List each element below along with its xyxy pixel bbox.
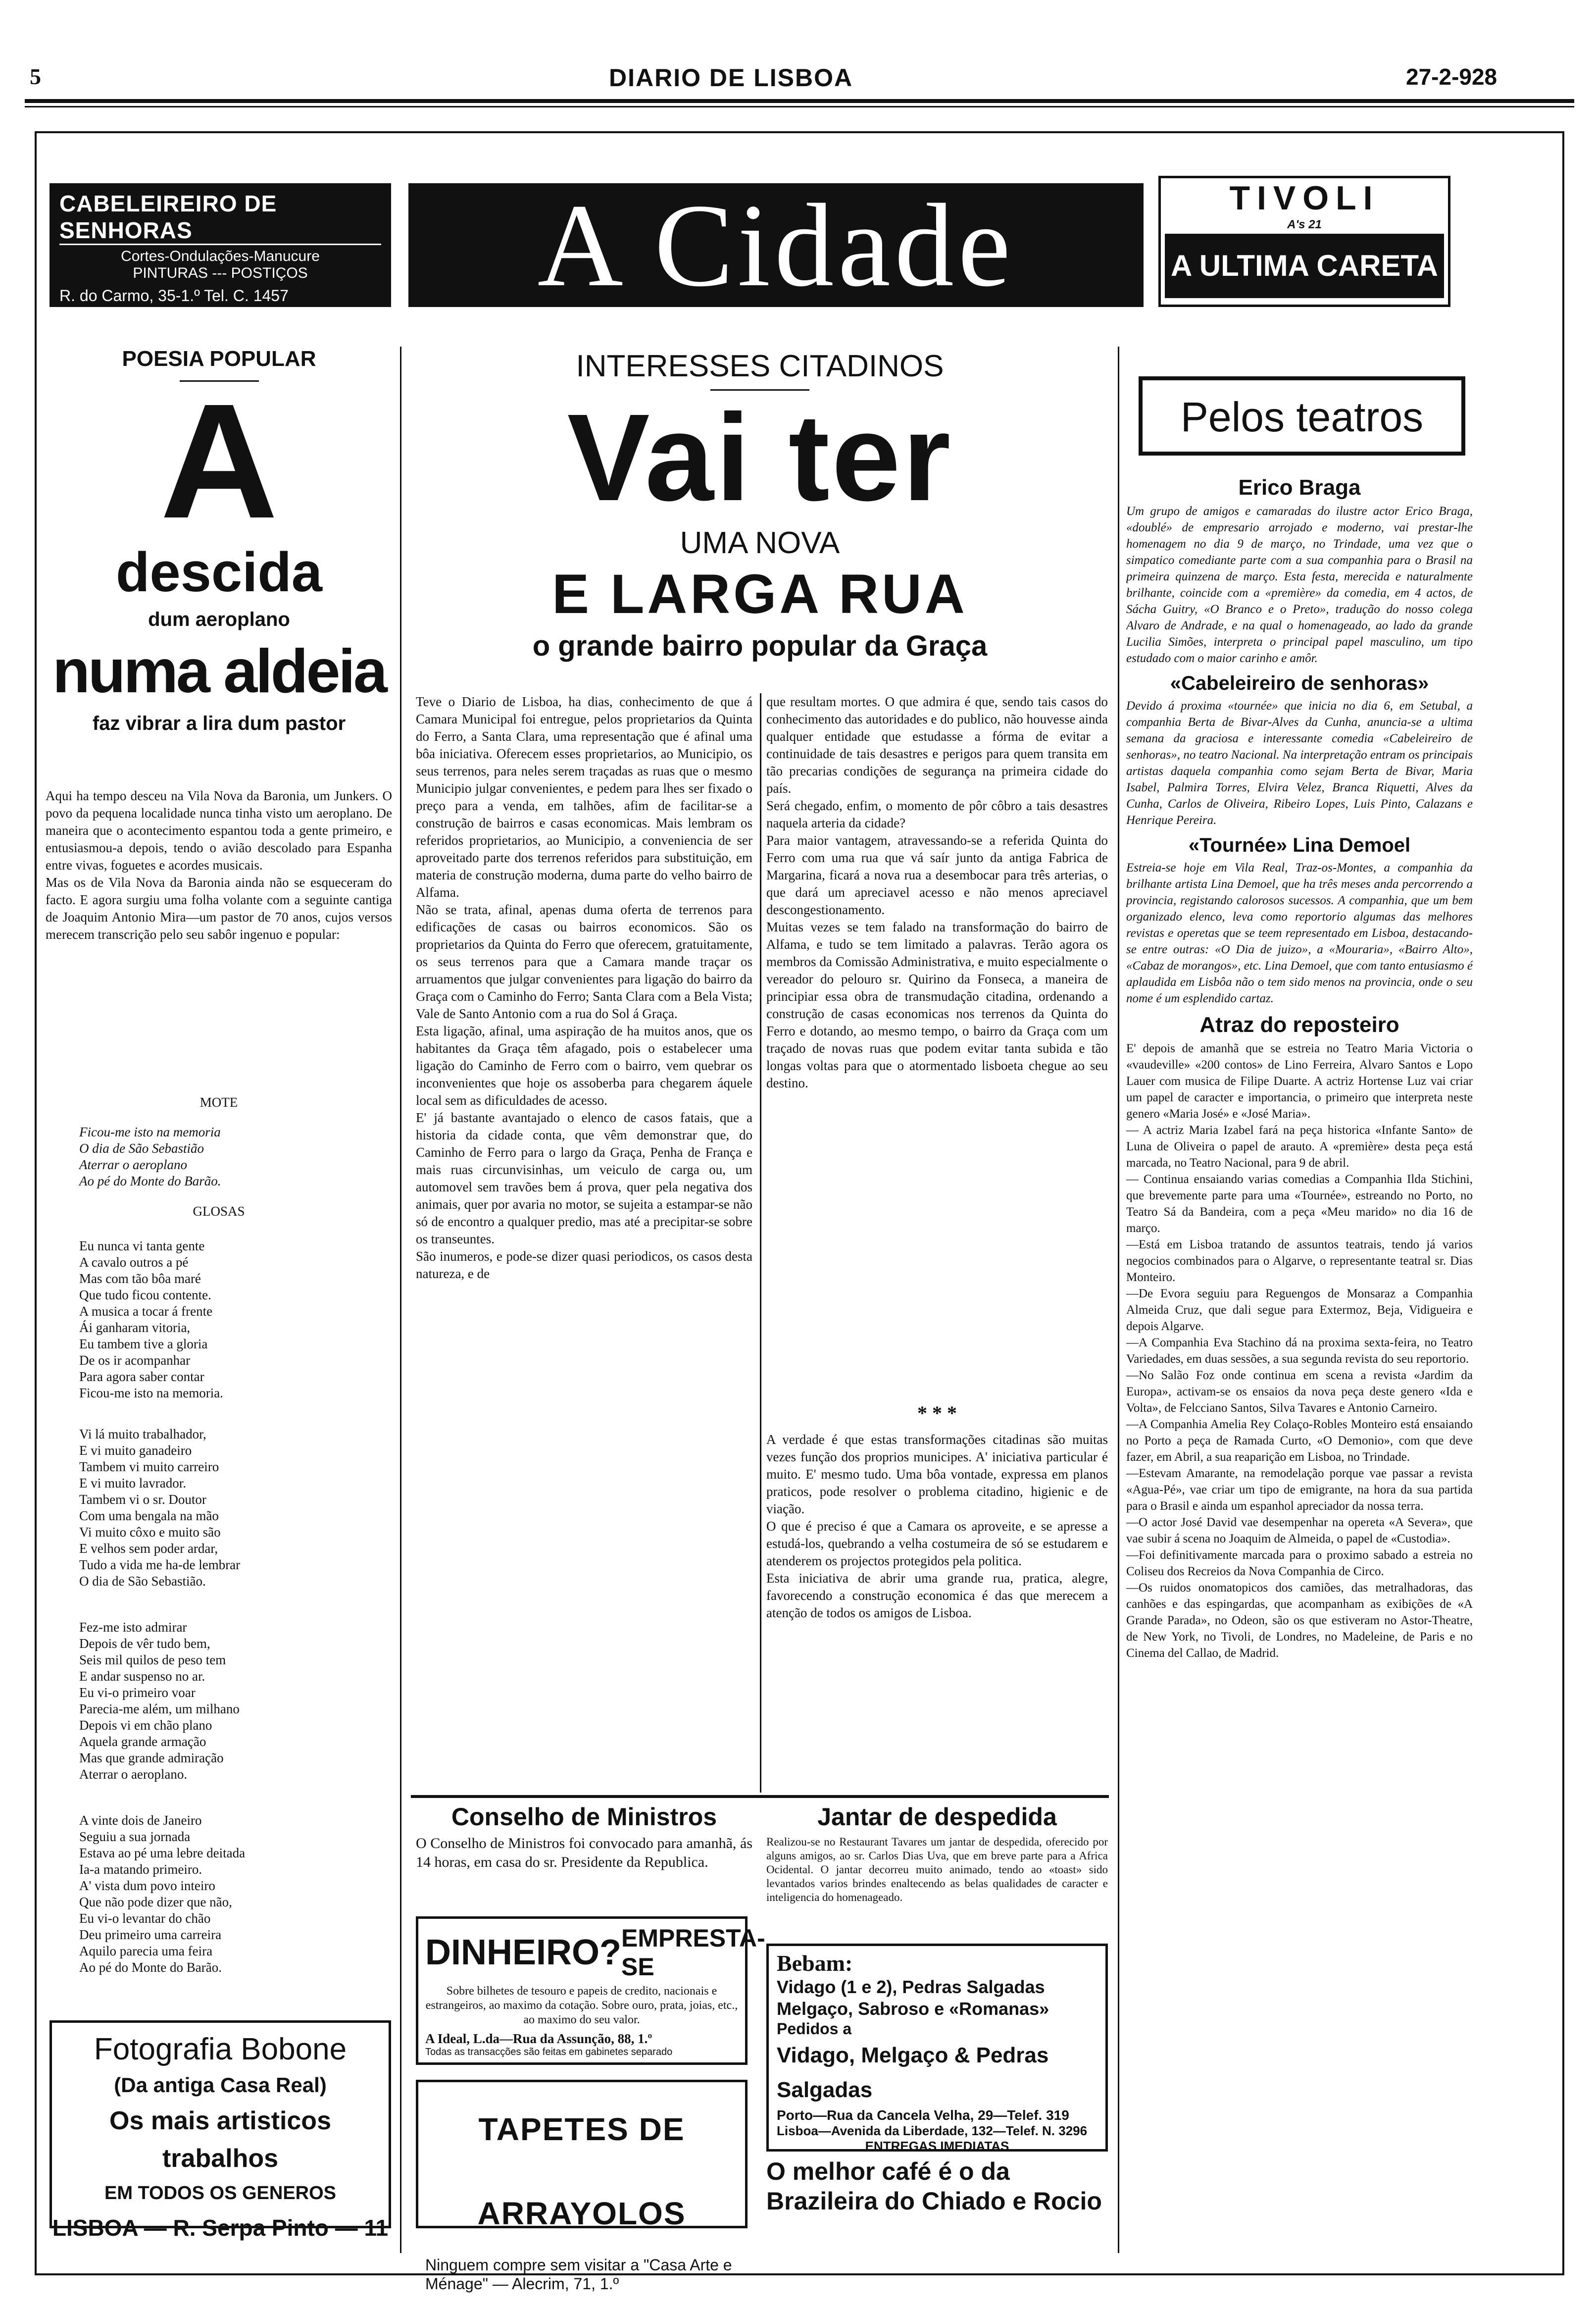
theatre-banner: Pelos teatros xyxy=(1139,376,1465,456)
theatre-h1: Erico Braga xyxy=(1238,475,1361,500)
ad-dinheiro-body: Sobre bilhetes de tesouro e papeis de credito, nacionais e estrangeiros, ao maximo da cotação. Sobre ouro, prata, joias, etc., ao maximo do seu valor. xyxy=(425,1985,738,2026)
notices-rule xyxy=(411,1795,1109,1798)
article-kicker: INTERESSES CITADINOS xyxy=(576,349,944,383)
big-letter: A xyxy=(160,369,278,552)
glosa-3: Fez-me isto admirar Depois de vêr tudo bem, Seis mil quilos de peso tem E andar suspenso no ar. Eu vi-o primeiro voar Parecia-me além, um milhano Depois vi em chão plano Aquela grande armação Mas que grande admiração Aterrar o aeroplano. xyxy=(79,1620,240,1782)
theatre-p1: Um grupo de amigos e camaradas do ilustre actor Erico Braga, «doublé» de empresario arrojado e moderno, vai prestar-lhe homenagem no dia 9 de março, no Trindade, uma vez que o simpatico comediante parte com a sua companhia para o Brasil na primeira quinzena de março. Esta festa, merecida e naturalmente brilhante, coincide com a «première» da comedia, em 4 actos, de Sácha Guitry, «O Branco e o Preto», tradução do nosso colega Alvaro de Andrade, e na qual o homenageado, ao lado da grande Lucilia Simões, interpreta o principal papel masculino, um tipo estudado com o maior carinho e amôr. xyxy=(1126,505,1473,665)
header-rule xyxy=(25,99,1574,103)
ad-dinheiro xyxy=(416,1916,765,2065)
ad-bobone xyxy=(50,2020,391,2241)
theatre-h3: «Tournée» Lina Demoel xyxy=(1188,834,1411,856)
ad-tivoli-time: A's 21 xyxy=(1287,218,1322,231)
header-rule-thin xyxy=(25,106,1574,107)
section-title: POESIA POPULAR xyxy=(122,347,316,371)
article-column-rule xyxy=(760,693,761,1793)
article-col-1: Teve o Diario de Lisboa, ha dias, conhecimento de que á Camara Municipal foi entregue, pelos proprietarios da Quinta do Ferro, a Santa Clara, uma representação que é afinal uma bôa iniciativa. Oferecem esses proprietarios, ao Municipio, os seus terrenos, para neles serem traçadas as ruas que o mesmo Municipio julgar convenientes, e pedem para lhes ser fixado o preço para a venda, em talhões, afim de facilitar-se a construção de bairros e casas economicas. Mais lembram os referidos proprietarios, ao Municipio, a conveniencia de ser aproveitado parte dos terrenos referidos para substituição, em materia de construção moderna, duma parte do velho bairro de Alfama. Não se trata, afinal, apenas duma oferta de terrenos para edificações de casas ou bairros economicos. São os proprietarios da Quinta do Ferro que oferecem, gratuitamente, os seus terrenos para que a Camara mande traçar os arruamentos que julgar convenientes para ligação do bairro da Graça com o Caminho do Ferro; Santa Clara com a Bela Vista; Vale de Santo Antonio com a rua do Sol á Graça. Esta ligação, afinal, uma aspiração de ha muitos anos, que os habitantes da Graça têm afagado, pois o estabelecer uma ligação do Caminho de Ferro com o bairro, vem quebrar os inconvenientes que hoje os assoberba para chegarem áquele local sem as dificuldades de acesso. E' já bastante avantajado o elenco de casos fatais, que a historia da cidade conta, que vêm demonstrar que, do Caminho de Ferro para o largo da Graça, Penha de França e mais ruas circunvisinhas, um veiculo de carga ou, um automovel sem travões bem á prova, quer pela negativa dos animais, quer por avaria no motor, se sujeita a estampar-se não só de encontro a qualquer predio, mas até a precipitar-se sobre os transeuntes. São inumeros, e pode-se dizer quasi periodicos, os casos desta natureza, e de xyxy=(416,694,752,1281)
conselho-body: O Conselho de Ministros foi convocado para amanhã, ás 14 horas, em casa do sr. Presidente da Republica. xyxy=(416,1835,752,1870)
theatre-p2: Devido á proxima «tournée» que inicia no dia 6, em Setubal, a companhia Berta de Bivar-Alves da Cunha, anuncia-se a ultima semana da graciosa e interessante comedia «Cabeleireiro de senhoras», no teatro Nacional. Na interpretação entram os principais artistas daquela companhia como sejam Berta de Bivar, Maria Isabel, Palmira Torres, Elvira Velez, Branca Riquetti, Alves da Cunha, Carlos de Oliveira, Ribeiro Lopes, Luis Pinto, Calazans e Henrique Pereira. xyxy=(1126,699,1473,827)
glosa-2: Vi lá muito trabalhador, E vi muito ganadeiro Tambem vi muito carreiro E vi muito lavrador. Tambem vi o sr. Doutor Com uma bengala na mão Vi muito côxo e muito são E velhos sem poder ardar, Tudo a vida me ha-de lembrar O dia de São Sebastião. xyxy=(79,1427,241,1589)
ad-aguas-l4: Pedidos a xyxy=(777,2020,852,2038)
article-stars: * * * xyxy=(917,1402,957,1424)
mote-label: MOTE xyxy=(200,1095,238,1110)
headline-big2: numa aldeia xyxy=(52,637,386,706)
theatre-h4: Atraz do reposteiro xyxy=(1199,1013,1399,1037)
masthead xyxy=(408,183,1144,307)
ad-cabeleireiro-line3: R. do Carmo, 35-1.º Tel. C. 1457 xyxy=(59,287,289,305)
ad-bobone-l1: Fotografia Bobone xyxy=(94,2032,347,2066)
page-number: 5 xyxy=(30,64,41,89)
left-column xyxy=(45,347,394,738)
notice-jantar xyxy=(766,1802,1108,1946)
ad-aguas-l2: Vidago (1 e 2), Pedras Salgadas xyxy=(777,1977,1045,1997)
page-date: 27-2-928 xyxy=(1406,64,1497,90)
glosa-4: A vinte dois de Janeiro Seguiu a sua jornada Estava ao pé uma lebre deitada Ia-a matando primeiro. A' vista dum povo inteiro Que não pode dizer que não, Eu vi-o levantar do chão Deu primeiro uma carreira Aquilo parecia uma feira Ao pé do Monte do Barão. xyxy=(79,1813,246,1975)
ad-bobone-l3: Os mais artisticos trabalhos xyxy=(109,2106,331,2173)
headline-sub1: dum aeroplano xyxy=(148,609,290,630)
ad-tapetes-title: TAPETES DE ARRAYOLOS xyxy=(477,2111,686,2231)
glosas-label: GLOSAS xyxy=(193,1204,245,1219)
article-col-2b: A verdade é que estas transformações citadinas são muitas vezes função dos proprios municipes. A' iniciativa particular é muito. E' mesmo tudo. Uma bôa vontade, expressa em planos praticos, pode resolver o problema citadino, higienic e de viação. O que é preciso é que a Camara os aproveite, e se apresse a estudá-los, quebrando a velha costumeira de só se estudarem e atenderem os projectos protegidos pela politica. Esta iniciativa de abrir uma grande rua, pratica, alegre, favorecendo a construção economica é das que merecem a atenção de todos os amigos de Lisboa. xyxy=(766,1432,1108,1620)
column-rule-right xyxy=(1118,347,1119,2253)
ad-bobone-l2: (Da antiga Casa Real) xyxy=(114,2073,327,2097)
headline-word: descida xyxy=(115,541,323,603)
article-deck: o grande bairro popular da Graça xyxy=(532,630,988,662)
ad-aguas-l6: Porto—Rua da Cancela Velha, 29—Telef. 319 xyxy=(777,2107,1069,2123)
ad-dinheiro-note: Todas as transacções são feitas em gabinetes separado xyxy=(425,2047,673,2057)
ad-aguas-l1: Bebam: xyxy=(777,1951,853,1976)
left-intro: Aqui ha tempo desceu na Vila Nova da Baronia, um Junkers. O povo da pequena localidade nunca tinha visto um aeroplano. De maneira que o acontecimento espantou toda a gente primeiro, e entusiasmou-a depois, tendo o avião descolado para Espanha entre vivas, foguetes e acordes musicais. Mas os de Vila Nova da Baronia ainda não se esqueceram do facto. E agora surgiu uma folha volante com a seguinte cantiga de Joaquim Antonio Mira—um pastor de 70 anos, cujos versos merecem transcrição pelo seu sabôr ingenuo e popular: xyxy=(46,788,392,942)
ad-tivoli xyxy=(1158,176,1450,307)
article-col-2: que resultam mortes. O que admira é que, sendo tais casos do conhecimento das autoridades e do publico, não houvesse ainda qualquer entidade que estudasse a fórma de evitar a continuidade de tais desastres e perigos para quem transita em tão precarias condições de segurança na primeira cidade do país. Será chegado, enfim, o momento de pôr côbro a tais desastres naquela arteria da cidade? Para maior vantagem, atravessando-se a referida Quinta do Ferro com uma rua que vá saír junto da antiga Fabrica de Margarina, ficará a nova rua a desembocar para três arterias, o que dará um apreciavel acesso e não menos apreciavel descongestionamento. Muitas vezes se tem falado na transformação do bairro de Alfama, e tudo se tem limitado a palavras. Terão agora os membros da Comissão Administrativa, e muito especialmente o vereador do pelouro sr. Quirino da Fonseca, a maneira de principiar essa obra de transmudação citadina, ordenando a construção de casas economicas nos terrenos da Quinta do Ferro e dotando, ao mesmo tempo, o bairro da Graça com um traçado de novas ruas que podem evitar tanta subida e tão longas voltas para que o atormentado lisboeta chegue ao seu destino. xyxy=(766,694,1108,1090)
ad-cabeleireiro xyxy=(50,183,391,307)
ad-aguas-l8: ENTREGAS IMEDIATAS xyxy=(865,2139,1009,2154)
headline-uma-nova: UMA NOVA xyxy=(680,526,840,560)
ad-aguas-l5: Vidago, Melgaço & Pedras Salgadas xyxy=(777,2043,1049,2102)
jantar-title: Jantar de despedida xyxy=(817,1803,1057,1831)
ad-tivoli-show: A ULTIMA CARETA xyxy=(1165,234,1444,298)
ad-aguas-l7: Lisboa—Avenida da Liberdade, 132—Telef. N. 3296 xyxy=(777,2123,1088,2138)
theatre-h2: «Cabeleireiro de senhoras» xyxy=(1170,672,1429,694)
ad-aguas xyxy=(766,1944,1108,2152)
headline-sub2: faz vibrar a lira dum pastor xyxy=(92,713,346,734)
ad-dinheiro-addr: A Ideal, L.da—Rua da Assunção, 88, 1.º xyxy=(425,2031,652,2046)
conselho-title: Conselho de Ministros xyxy=(451,1803,717,1831)
newspaper-name: DIARIO DE LISBOA xyxy=(609,64,853,92)
ad-aguas-l3: Melgaço, Sabroso e «Romanas» xyxy=(777,1999,1049,2019)
ad-dinheiro-title: DINHEIRO? xyxy=(425,1933,621,1972)
main-headline-block xyxy=(411,347,1109,666)
masthead-title: A Cidade xyxy=(537,183,1015,307)
ad-tivoli-title: TIVOLI xyxy=(1229,179,1380,217)
headline-larga-rua: E LARGA RUA xyxy=(552,563,968,625)
mote-text: Ficou-me isto na memoria O dia de São Sebastião Aterrar o aeroplano Ao pé do Monte do Barão. xyxy=(79,1125,221,1188)
theatre-p3: Estreia-se hoje em Vila Real, Traz-os-Montes, a companhia da brilhante artista Lina Demoel, que ha três meses anda percorrendo a provincia, registando calorosos sucessos. A companhia, que um bem organizado elenco, leva como reportorio algumas das melhores revistas e operetas que se teem representado em Lisboa, destacando-se entre outras: «O Dia de juizo», a «Mouraria», «Bairro Alto», «Cabaz de morangos», etc. Lina Demoel, que com tanto entusiasmo é aplaudida em Lisbôa não o tem sido menos na provincia, onde o seu nome é um esplendido cartaz. xyxy=(1126,861,1473,1005)
ad-tapetes-body: Ninguem compre sem visitar a "Casa Arte e Ménage" — Alecrim, 71, 1.º xyxy=(425,2256,732,2293)
theatre-p4: E' depois de amanhã que se estreia no Teatro Maria Victoria o «vaudeville» «200 contos» de Lino Ferreira, Alvaro Santos e Lopo Lauer com musica de Filipe Duarte. A actriz Hortense Luz vai criar um papel de caracter e importancia, o primeiro que interpreta neste genero «Maria José» e «José Maria». — A actriz Maria Izabel fará na peça historica «Infante Santo» de Luna de Oliveira o papel de arauto. A «première» desta peça está marcada, no Teatro Nacional, para 9 de abril. — Continua ensaiando varias comedias a Companhia Ilda Stichini, que brevemente parte para uma «Tournée», estreando no Porto, no Teatro Sá da Bandeira, com a peça «Meu marido» no dia 16 de março. —Está em Lisboa tratando de assuntos teatrais, tendo já varios negocios combinados para o Algarve, o representante teatral sr. Dias Monteiro. —De Evora seguiu para Reguengos de Monsaraz a Companhia Almeida Cruz, que dali segue para Extermoz, Beja, Vidigueira e depois Algarve. —A Companhia Eva Stachino dá na proxima sexta-feira, no Teatro Variedades, em duas sessões, a sua segunda revista do seu reportorio. —No Salão Foz onde continua em scena a revista «Jardim da Europa», activam-se os ensaios da nova peça deste genero «Ida e Volta», de Felcciano Santos, Silva Tavares e Antonio Carneiro. —A Companhia Amelia Rey Colaço-Robles Monteiro está ensaiando no Porto a peça de Ramada Curto, «O Demonio», com que deve fazer, em Abril, a sua reaparição em Lisboa, no Trindade. —Estevam Amarante, na remodelação porque vae passar a revista «Agua-Pé», vae criar um tipo de emigrante, na hora da sua partida para o Brasil e ainda um espanhol apreciador da nossa terra. —O actor José David vae desempenhar na opereta «A Severa», que vae subir á scena no Joaquim de Almeida, o papel de «Custodia». —Foi definitivamente marcada para o proximo sabado a estreia no Coliseu dos Recreios da Nova Companhia de Circo. —Os ruidos onomatopicos dos camiões, das metralhadoras, das canhões e das espingardas, que acompanham as exibições de «A Grande Parada», no Odeon, são os que estiveram no Astor-Theatre, de New York, no Tivoli, de Londres, no Madeleine, de Paris e no Cinema del Callao, de Madrid. xyxy=(1126,1042,1473,1660)
jantar-body: Realizou-se no Restaurant Tavares um jantar de despedida, oferecido por alguns amigos, ao sr. Carlos Dias Uva, que em breve parte para a Africa Ocidental. O jantar decorreu muito animado, tendo ao «toast» sido levantados varios brindes enaltecendo as belas qualidades de caracter e inteligencia do homenageado. xyxy=(766,1836,1108,1903)
column-rule-left xyxy=(400,347,401,2253)
theatre-column xyxy=(1126,475,1473,2228)
ad-bobone-l4: EM TODOS OS GENEROS xyxy=(104,2183,337,2204)
headline-vai-ter: Vai ter xyxy=(567,388,953,526)
ad-cabeleireiro-line1: Cortes-Ondulações-Manucure xyxy=(121,248,320,264)
ad-cabeleireiro-title: CABELEIREIRO DE SENHORAS xyxy=(59,190,381,245)
glosa-1: Eu nunca vi tanta gente A cavalo outros a pé Mas com tão bôa maré Que tudo ficou contente. A musica a tocar á frente Ái ganharam vitoria, Eu tambem tive a gloria De os ir acompanhar Para agora saber contar Ficou-me isto na memoria. xyxy=(79,1238,223,1400)
ad-tapetes xyxy=(416,2080,748,2293)
ad-dinheiro-title2: EMPRESTA-SE xyxy=(621,1924,765,1981)
ad-cafe: O melhor café é o da Brazileira do Chiado e Rocio xyxy=(766,2157,1102,2215)
ad-bobone-l5: LISBOA — R. Serpa Pinto — 11 xyxy=(52,2215,389,2241)
ad-cabeleireiro-line2: PINTURAS --- POSTIÇOS xyxy=(133,265,308,281)
notice-conselho xyxy=(416,1802,752,1897)
